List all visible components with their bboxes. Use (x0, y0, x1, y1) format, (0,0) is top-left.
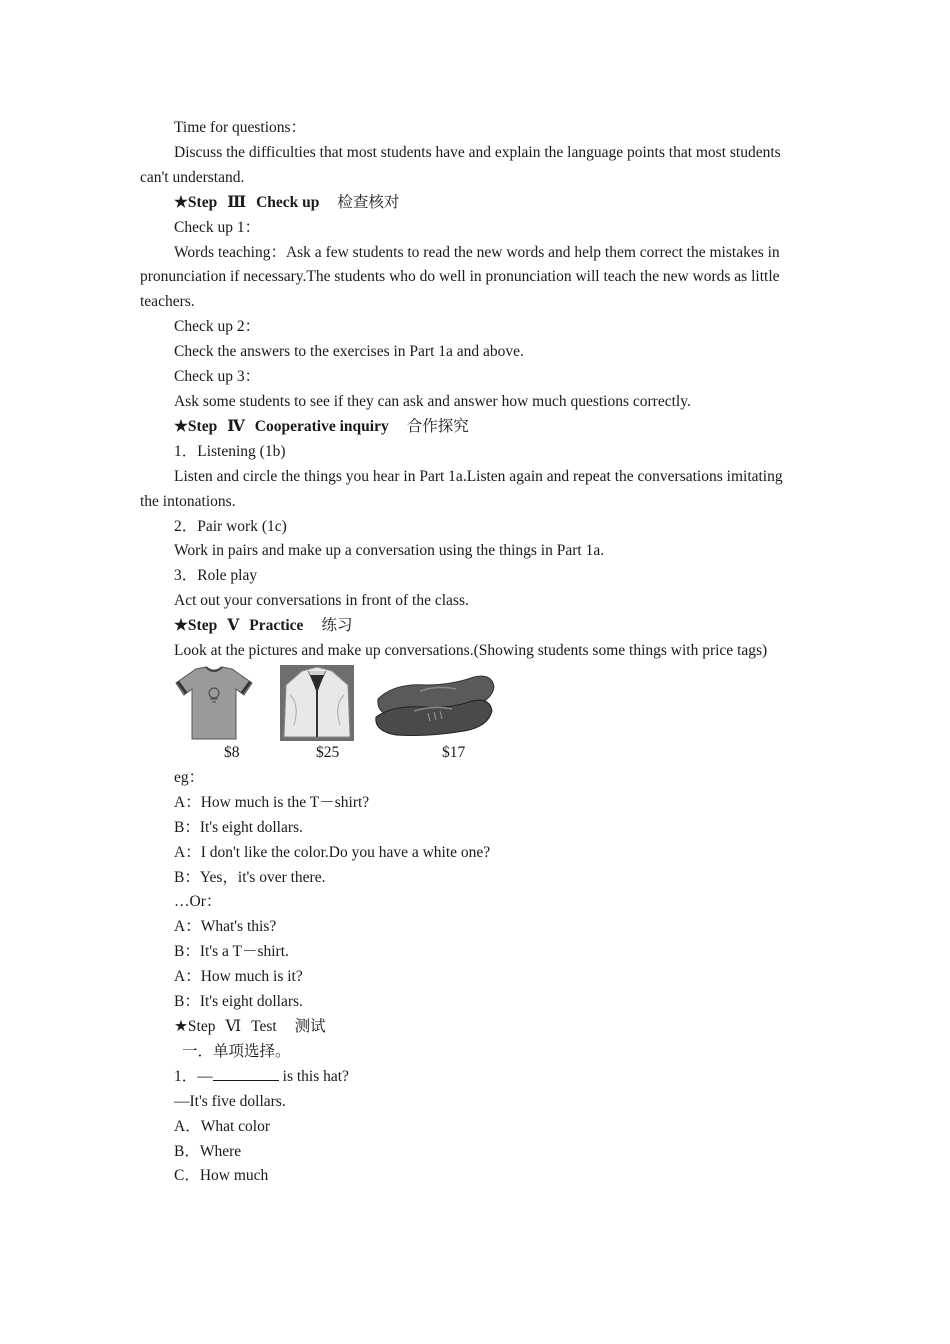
dialog-line: A：How much is the T－shirt? (174, 793, 370, 811)
step4-heading (140, 415, 785, 440)
dialog-line: B：Yes，it's over there. (174, 868, 326, 886)
star-icon: ★ (174, 617, 188, 635)
step-number: Ⅵ (225, 1018, 242, 1035)
option-b: B．Where (174, 1142, 242, 1160)
check1-label: Check up 1： (174, 218, 261, 236)
jacket-image (280, 665, 354, 741)
step-title-cn: 合作探究 (406, 417, 469, 435)
role-label: 3．Role play (174, 567, 258, 585)
star-icon: ★ (174, 417, 188, 435)
question-1-answer: —It's five dollars. (174, 1092, 286, 1110)
dialog-line: A：What's this? (174, 918, 277, 936)
eg-label: eg： (174, 768, 205, 786)
step-title: Cooperative inquiry (254, 417, 389, 435)
product-pictures (174, 665, 785, 741)
option-c: C．How much (174, 1167, 269, 1185)
step-title: Practice (249, 617, 304, 635)
step-label: Step (187, 617, 218, 635)
step-title: Check up (256, 193, 320, 211)
listening-text: Listen and circle the things you hear in Part 1a.Listen again and repeat the conversations imitating the intonations. (140, 467, 783, 510)
step-number: Ⅴ (227, 617, 240, 635)
pair-label: 2．Pair work (1c) (174, 517, 287, 535)
dialog-line: B：It's a T－shirt. (174, 943, 289, 961)
check3-text: Ask some students to see if they can ask and answer how much questions correctly. (174, 392, 691, 410)
practice-text: Look at the pictures and make up conversations.(Showing students some things with price tags) (174, 642, 768, 660)
or-label: …Or： (174, 893, 222, 911)
question-prefix: 1．— (174, 1067, 213, 1085)
step6-heading (140, 1015, 785, 1040)
check1-text: Words teaching：Ask a few students to read the new words and help them correct the mistakes in pronunciation if necessary.The students who do well in pronunciation will teach the new words as little teachers. (140, 243, 780, 311)
star-icon: ★ (174, 1018, 188, 1035)
price-tags (174, 741, 785, 766)
question-1 (140, 1065, 785, 1090)
time-for-questions: Time for questions： (174, 119, 307, 136)
dialog-line: A：How much is it? (174, 968, 303, 986)
answer-blank (213, 1065, 279, 1081)
check2-label: Check up 2： (174, 318, 261, 336)
option-a: A．What color (174, 1117, 270, 1135)
question-suffix: is this hat? (278, 1067, 349, 1085)
dialog-line: B：It's eight dollars. (174, 818, 303, 836)
section-heading: 一．单项选择。 (182, 1042, 291, 1060)
price-tshirt: $8 (224, 743, 240, 761)
role-text: Act out your conversations in front of the class. (174, 592, 469, 610)
price-shoes: $17 (442, 743, 466, 761)
tshirt-image (174, 665, 254, 741)
step-number: Ⅲ (227, 193, 247, 211)
discuss-paragraph: Discuss the difficulties that most students have and explain the language points that most students can't understand. (140, 143, 781, 186)
dialog-line: B：It's eight dollars. (174, 993, 303, 1011)
dialog-line: A：I don't like the color.Do you have a white one? (174, 843, 491, 861)
step5-heading (140, 614, 785, 639)
step-label: Step (187, 193, 218, 211)
step-number: Ⅳ (227, 417, 245, 435)
listening-label: 1．Listening (1b) (174, 442, 286, 460)
step-title-cn: 练习 (321, 617, 353, 635)
step-label: Step (187, 1018, 216, 1035)
shoes-image (374, 665, 498, 741)
step-label: Step (187, 417, 218, 435)
step-title-cn: 测试 (294, 1018, 326, 1035)
check3-label: Check up 3： (174, 368, 261, 386)
price-jacket: $25 (316, 743, 340, 761)
document-page (140, 116, 785, 1189)
step-title-cn: 检查核对 (337, 193, 400, 211)
step3-heading (140, 191, 785, 216)
step-title: Test (251, 1018, 277, 1035)
star-icon: ★ (174, 193, 188, 211)
check2-text: Check the answers to the exercises in Part 1a and above. (174, 343, 524, 361)
pair-text: Work in pairs and make up a conversation using the things in Part 1a. (174, 542, 605, 560)
